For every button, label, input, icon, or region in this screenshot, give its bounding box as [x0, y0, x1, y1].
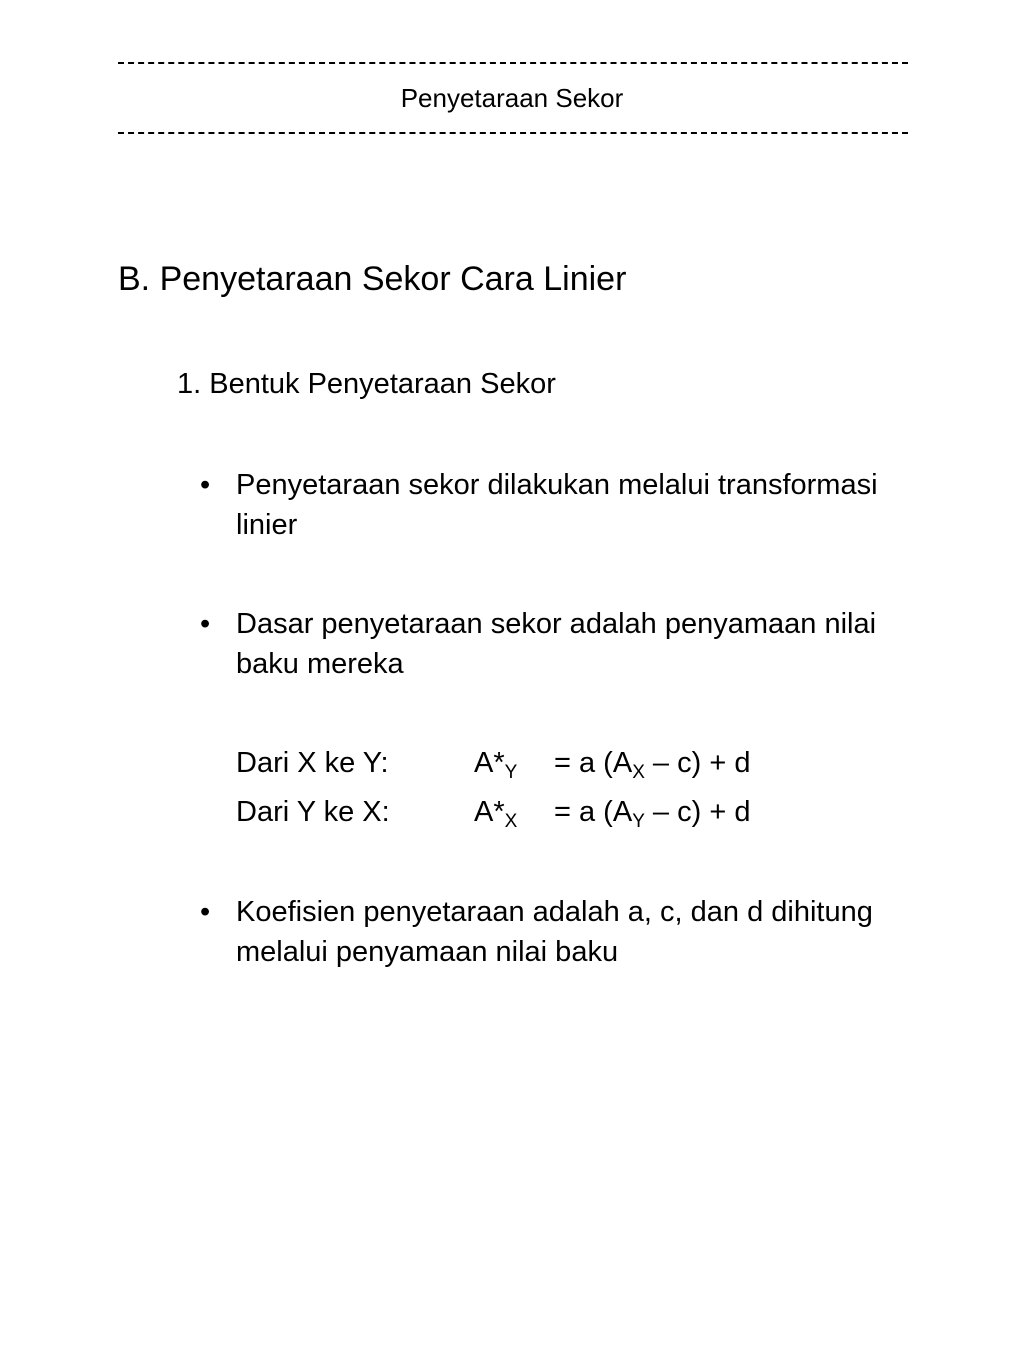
formula-lhs [474, 743, 517, 783]
formula-label: Dari Y ke X: [236, 796, 390, 828]
bullet-item [200, 465, 940, 545]
formula-rhs-post: – c) + d [644, 796, 751, 828]
bullet-icon: • [200, 469, 211, 501]
formula-rhs-subscript: Y [632, 811, 645, 832]
formula-rhs-pre: = a (A [554, 796, 633, 828]
formula-rhs-pre: = a (A [554, 747, 633, 779]
formula-rhs-subscript: X [632, 762, 645, 783]
bullet-item [200, 604, 940, 684]
section-title: B. Penyetaraan Sekor Cara Linier [118, 260, 627, 298]
formula-rhs [554, 792, 750, 832]
header-divider-bottom [118, 132, 908, 134]
header-divider-top [118, 62, 908, 64]
bullet-icon: • [200, 896, 211, 928]
bullet-text: Koefisien penyetaraan adalah a, c, dan d dihitung melalui penyamaan nilai baku [236, 896, 873, 968]
page-header-title: Penyetaraan Sekor [400, 83, 624, 113]
formula-label: Dari X ke Y: [236, 747, 389, 779]
formula-lhs-subscript: Y [504, 762, 518, 783]
bullet-text: Dasar penyetaraan sekor adalah penyamaan nilai baku mereka [236, 608, 877, 680]
bullet-item [200, 892, 940, 972]
bullet-text: Penyetaraan sekor dilakukan melalui transformasi linier [236, 469, 878, 541]
formula-rhs-post: – c) + d [644, 747, 751, 779]
formula-lhs-base: A* [474, 747, 505, 779]
bullet-icon: • [200, 608, 211, 640]
formula-rhs [554, 743, 750, 783]
formula-lhs [474, 792, 517, 832]
subsection-title: 1. Bentuk Penyetaraan Sekor [177, 368, 556, 400]
formula-lhs-subscript: X [504, 811, 518, 832]
formula-lhs-base: A* [474, 796, 505, 828]
